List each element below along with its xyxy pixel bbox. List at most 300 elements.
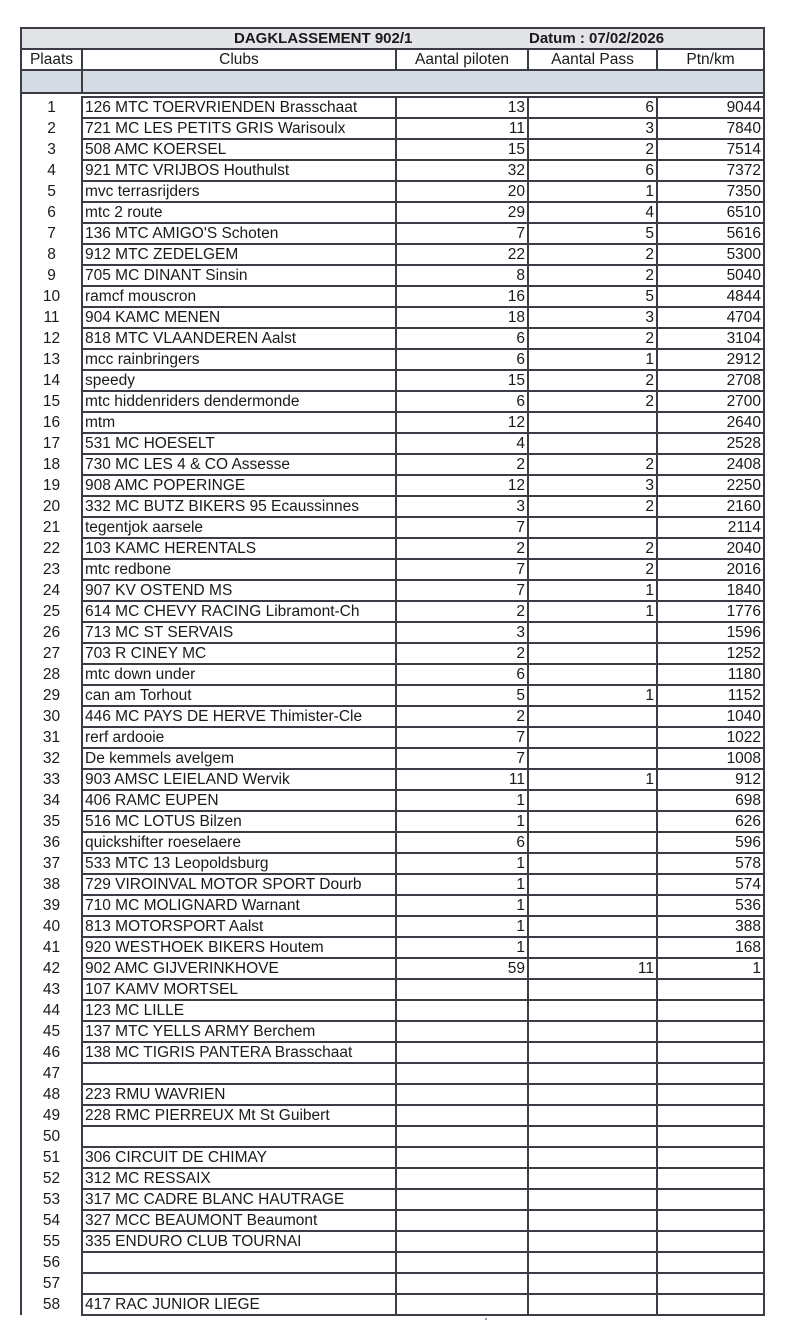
pass-count-cell <box>528 1147 657 1168</box>
pass-count-cell <box>528 1000 657 1021</box>
pass-count-cell <box>528 664 657 685</box>
club-name-cell: 703 R CINEY MC <box>82 643 396 664</box>
points-cell: 168 <box>657 937 764 958</box>
ranking-table <box>20 27 765 1316</box>
points-cell: 1008 <box>657 748 764 769</box>
points-cell <box>657 1000 764 1021</box>
table-row <box>21 622 764 643</box>
rank-cell: 15 <box>21 391 82 412</box>
rank-cell: 5 <box>21 181 82 202</box>
rank-cell: 48 <box>21 1084 82 1105</box>
club-name-cell: 138 MC TIGRIS PANTERA Brasschaat <box>82 1042 396 1063</box>
points-cell <box>657 1126 764 1147</box>
points-cell: 2016 <box>657 559 764 580</box>
pass-count-cell: 2 <box>528 139 657 160</box>
club-name-cell: mvc terrasrijders <box>82 181 396 202</box>
pass-count-cell: 1 <box>528 580 657 601</box>
club-name-cell: 730 MC LES 4 & CO Assesse <box>82 454 396 475</box>
club-name-cell: tegentjok aarsele <box>82 517 396 538</box>
club-name-cell: 123 MC LILLE <box>82 1000 396 1021</box>
pass-count-cell: 2 <box>528 391 657 412</box>
pass-count-cell <box>528 1042 657 1063</box>
pass-count-cell <box>528 853 657 874</box>
pilots-count-cell: 5 <box>396 685 528 706</box>
club-name-cell: 902 AMC GIJVERINKHOVE <box>82 958 396 979</box>
pilots-count-cell: 7 <box>396 727 528 748</box>
pilots-count-cell: 18 <box>396 307 528 328</box>
club-name-cell <box>82 1252 396 1273</box>
points-cell: 3104 <box>657 328 764 349</box>
points-cell: 5616 <box>657 223 764 244</box>
club-name-cell: 137 MTC YELLS ARMY Berchem <box>82 1021 396 1042</box>
column-header-pass: Aantal Pass <box>528 49 657 70</box>
club-name-cell: mtc 2 route <box>82 202 396 223</box>
pilots-count-cell: 15 <box>396 139 528 160</box>
pass-count-cell: 3 <box>528 307 657 328</box>
points-cell <box>657 1252 764 1273</box>
points-cell: 626 <box>657 811 764 832</box>
pass-count-cell: 3 <box>528 118 657 139</box>
rank-cell: 8 <box>21 244 82 265</box>
table-row <box>21 1000 764 1021</box>
pass-count-cell: 1 <box>528 181 657 202</box>
points-cell: 1040 <box>657 706 764 727</box>
table-row <box>21 1273 764 1294</box>
pass-count-cell <box>528 1273 657 1294</box>
rank-cell: 54 <box>21 1210 82 1231</box>
rank-cell: 28 <box>21 664 82 685</box>
pilots-count-cell: 1 <box>396 895 528 916</box>
column-header-pilots: Aantal piloten <box>396 49 528 70</box>
club-name-cell: 516 MC LOTUS Bilzen <box>82 811 396 832</box>
table-row <box>21 601 764 622</box>
points-cell: 1180 <box>657 664 764 685</box>
pilots-count-cell <box>396 1231 528 1252</box>
points-cell: 4844 <box>657 286 764 307</box>
table-row <box>21 748 764 769</box>
table-row <box>21 517 764 538</box>
club-name-cell: 312 MC RESSAIX <box>82 1168 396 1189</box>
pilots-count-cell: 1 <box>396 937 528 958</box>
pass-count-cell <box>528 1084 657 1105</box>
points-cell: 5300 <box>657 244 764 265</box>
points-cell: 5040 <box>657 265 764 286</box>
points-cell: 6510 <box>657 202 764 223</box>
rank-cell: 13 <box>21 349 82 370</box>
club-name-cell: 721 MC LES PETITS GRIS Warisoulx <box>82 118 396 139</box>
points-cell: 4704 <box>657 307 764 328</box>
pilots-count-cell: 2 <box>396 454 528 475</box>
table-row <box>21 328 764 349</box>
points-cell: 388 <box>657 916 764 937</box>
rank-cell: 29 <box>21 685 82 706</box>
club-name-cell: 908 AMC POPERINGE <box>82 475 396 496</box>
pilots-count-cell <box>396 1147 528 1168</box>
pilots-count-cell: 6 <box>396 832 528 853</box>
club-name-cell <box>82 1273 396 1294</box>
table-row <box>21 958 764 979</box>
club-name-cell: 332 MC BUTZ BIKERS 95 Ecaussinnes <box>82 496 396 517</box>
pilots-count-cell: 32 <box>396 160 528 181</box>
pilots-count-cell <box>396 979 528 1000</box>
points-cell: 7514 <box>657 139 764 160</box>
pass-count-cell: 6 <box>528 160 657 181</box>
table-row <box>21 1294 764 1315</box>
rank-cell: 9 <box>21 265 82 286</box>
points-cell: 2700 <box>657 391 764 412</box>
table-row <box>21 664 764 685</box>
rank-cell: 16 <box>21 412 82 433</box>
club-name-cell: 710 MC MOLIGNARD Warnant <box>82 895 396 916</box>
pass-count-cell <box>528 706 657 727</box>
rank-cell: 30 <box>21 706 82 727</box>
pass-count-cell <box>528 1294 657 1315</box>
rank-cell: 10 <box>21 286 82 307</box>
table-row <box>21 454 764 475</box>
club-name-cell: 705 MC DINANT Sinsin <box>82 265 396 286</box>
club-name-cell: 920 WESTHOEK BIKERS Houtem <box>82 937 396 958</box>
club-name-cell: 818 MTC VLAANDEREN Aalst <box>82 328 396 349</box>
rank-cell: 37 <box>21 853 82 874</box>
club-name-cell: mtc down under <box>82 664 396 685</box>
pilots-count-cell: 7 <box>396 517 528 538</box>
pilots-count-cell: 13 <box>396 97 528 118</box>
pilots-count-cell: 2 <box>396 643 528 664</box>
club-name-cell: 713 MC ST SERVAIS <box>82 622 396 643</box>
rank-cell: 3 <box>21 139 82 160</box>
pass-count-cell: 1 <box>528 601 657 622</box>
pass-count-cell: 1 <box>528 349 657 370</box>
pass-count-cell: 2 <box>528 265 657 286</box>
pass-count-cell: 2 <box>528 244 657 265</box>
pilots-count-cell <box>396 1000 528 1021</box>
points-cell: 1596 <box>657 622 764 643</box>
column-header-club: Clubs <box>82 49 396 70</box>
points-cell <box>657 979 764 1000</box>
pilots-count-cell <box>396 1105 528 1126</box>
table-row <box>21 202 764 223</box>
pass-count-cell <box>528 1021 657 1042</box>
rank-cell: 55 <box>21 1231 82 1252</box>
pass-count-cell: 3 <box>528 475 657 496</box>
pilots-count-cell: 7 <box>396 748 528 769</box>
pass-count-cell: 11 <box>528 958 657 979</box>
pass-count-cell <box>528 1126 657 1147</box>
rank-cell: 11 <box>21 307 82 328</box>
pilots-count-cell <box>396 1294 528 1315</box>
pilots-count-cell: 1 <box>396 916 528 937</box>
points-cell: 1152 <box>657 685 764 706</box>
pass-count-cell: 6 <box>528 97 657 118</box>
pilots-count-cell: 20 <box>396 181 528 202</box>
club-name-cell: 327 MCC BEAUMONT Beaumont <box>82 1210 396 1231</box>
club-name-cell: mtc redbone <box>82 559 396 580</box>
table-row <box>21 790 764 811</box>
pilots-count-cell: 12 <box>396 412 528 433</box>
rank-cell: 45 <box>21 1021 82 1042</box>
table-row <box>21 286 764 307</box>
pass-count-cell <box>528 1189 657 1210</box>
points-cell: 2040 <box>657 538 764 559</box>
rank-cell: 12 <box>21 328 82 349</box>
rank-cell: 40 <box>21 916 82 937</box>
table-row <box>21 1084 764 1105</box>
table-row <box>21 727 764 748</box>
club-name-cell: 729 VIROINVAL MOTOR SPORT Dourb <box>82 874 396 895</box>
pilots-count-cell: 6 <box>396 349 528 370</box>
points-cell: 7372 <box>657 160 764 181</box>
pass-count-cell <box>528 916 657 937</box>
club-name-cell: 921 MTC VRIJBOS Houthulst <box>82 160 396 181</box>
rank-cell: 49 <box>21 1105 82 1126</box>
club-name-cell: 533 MTC 13 Leopoldsburg <box>82 853 396 874</box>
club-name-cell: 228 RMC PIERREUX Mt St Guibert <box>82 1105 396 1126</box>
table-row <box>21 1189 764 1210</box>
table-row <box>21 349 764 370</box>
table-row <box>21 433 764 454</box>
table-row <box>21 580 764 601</box>
rank-cell: 38 <box>21 874 82 895</box>
club-name-cell: 508 AMC KOERSEL <box>82 139 396 160</box>
pilots-count-cell <box>396 1273 528 1294</box>
club-name-cell: 406 RAMC EUPEN <box>82 790 396 811</box>
rank-cell: 14 <box>21 370 82 391</box>
table-row <box>21 139 764 160</box>
points-cell: 2528 <box>657 433 764 454</box>
points-cell <box>657 1231 764 1252</box>
points-cell <box>657 1105 764 1126</box>
pilots-count-cell: 29 <box>396 202 528 223</box>
table-row <box>21 538 764 559</box>
club-name-cell: 912 MTC ZEDELGEM <box>82 244 396 265</box>
pass-count-cell <box>528 832 657 853</box>
rank-cell: 42 <box>21 958 82 979</box>
club-name-cell: 903 AMSC LEIELAND Wervik <box>82 769 396 790</box>
table-row <box>21 1105 764 1126</box>
points-cell: 1022 <box>657 727 764 748</box>
pass-count-cell: 2 <box>528 454 657 475</box>
club-name-cell: mtm <box>82 412 396 433</box>
table-row <box>21 937 764 958</box>
table-row <box>21 832 764 853</box>
pass-count-cell <box>528 874 657 895</box>
club-name-cell: rerf ardooie <box>82 727 396 748</box>
pilots-count-cell <box>396 1042 528 1063</box>
pilots-count-cell: 16 <box>396 286 528 307</box>
pilots-count-cell: 11 <box>396 118 528 139</box>
pass-count-cell: 5 <box>528 286 657 307</box>
table-row <box>21 1126 764 1147</box>
points-cell: 578 <box>657 853 764 874</box>
pilots-count-cell: 3 <box>396 496 528 517</box>
pass-count-cell: 5 <box>528 223 657 244</box>
pass-count-cell <box>528 1210 657 1231</box>
club-name-cell <box>82 1063 396 1084</box>
pass-count-cell <box>528 790 657 811</box>
document-date: Datum : 07/02/2026 <box>529 30 665 47</box>
header-separator-band <box>21 70 764 93</box>
rank-cell: 46 <box>21 1042 82 1063</box>
rank-cell: 33 <box>21 769 82 790</box>
table-row <box>21 874 764 895</box>
pass-count-cell <box>528 1063 657 1084</box>
points-cell <box>657 1147 764 1168</box>
table-row <box>21 118 764 139</box>
pilots-count-cell <box>396 1168 528 1189</box>
club-name-cell <box>82 1126 396 1147</box>
pass-count-cell <box>528 643 657 664</box>
table-row <box>21 391 764 412</box>
club-name-cell: 614 MC CHEVY RACING Libramont-Ch <box>82 601 396 622</box>
club-name-cell: 223 RMU WAVRIEN <box>82 1084 396 1105</box>
pass-count-cell: 2 <box>528 538 657 559</box>
pilots-count-cell: 3 <box>396 622 528 643</box>
points-cell <box>657 1021 764 1042</box>
points-cell: 2640 <box>657 412 764 433</box>
rank-cell: 27 <box>21 643 82 664</box>
rank-cell: 52 <box>21 1168 82 1189</box>
pilots-count-cell: 7 <box>396 223 528 244</box>
document-title: DAGKLASSEMENT 902/1 <box>234 30 413 47</box>
pass-count-cell: 4 <box>528 202 657 223</box>
pilots-count-cell <box>396 1210 528 1231</box>
rank-cell: 18 <box>21 454 82 475</box>
club-name-cell: speedy <box>82 370 396 391</box>
rank-cell: 23 <box>21 559 82 580</box>
pilots-count-cell: 7 <box>396 559 528 580</box>
pilots-count-cell <box>396 1126 528 1147</box>
points-cell: 2912 <box>657 349 764 370</box>
points-cell <box>657 1084 764 1105</box>
pass-count-cell: 2 <box>528 559 657 580</box>
pilots-count-cell: 1 <box>396 811 528 832</box>
points-cell: 1 <box>657 958 764 979</box>
club-name-cell: 306 CIRCUIT DE CHIMAY <box>82 1147 396 1168</box>
pilots-count-cell: 22 <box>396 244 528 265</box>
rank-cell: 24 <box>21 580 82 601</box>
points-cell: 9044 <box>657 97 764 118</box>
club-name-cell: mtc hiddenriders dendermonde <box>82 391 396 412</box>
pilots-count-cell <box>396 1189 528 1210</box>
club-name-cell: 103 KAMC HERENTALS <box>82 538 396 559</box>
rank-cell: 56 <box>21 1252 82 1273</box>
table-row <box>21 1252 764 1273</box>
pilots-count-cell <box>396 1021 528 1042</box>
points-cell <box>657 1294 764 1315</box>
club-name-cell: ramcf mouscron <box>82 286 396 307</box>
rank-cell: 21 <box>21 517 82 538</box>
rank-cell: 53 <box>21 1189 82 1210</box>
pilots-count-cell: 12 <box>396 475 528 496</box>
rank-cell: 31 <box>21 727 82 748</box>
points-cell: 574 <box>657 874 764 895</box>
rank-cell: 20 <box>21 496 82 517</box>
table-row <box>21 1063 764 1084</box>
table-row <box>21 1042 764 1063</box>
rank-cell: 25 <box>21 601 82 622</box>
rank-cell: 57 <box>21 1273 82 1294</box>
pilots-count-cell: 2 <box>396 706 528 727</box>
points-cell: 2114 <box>657 517 764 538</box>
pilots-count-cell: 15 <box>396 370 528 391</box>
pass-count-cell <box>528 895 657 916</box>
rank-cell: 4 <box>21 160 82 181</box>
table-row <box>21 979 764 1000</box>
points-cell <box>657 1042 764 1063</box>
pilots-count-cell: 11 <box>396 769 528 790</box>
rank-cell: 47 <box>21 1063 82 1084</box>
pass-count-cell <box>528 937 657 958</box>
club-name-cell: quickshifter roeselaere <box>82 832 396 853</box>
table-row <box>21 97 764 118</box>
rank-cell: 41 <box>21 937 82 958</box>
club-name-cell: 907 KV OSTEND MS <box>82 580 396 601</box>
points-cell: 698 <box>657 790 764 811</box>
club-name-cell: mcc rainbringers <box>82 349 396 370</box>
pilots-count-cell: 6 <box>396 328 528 349</box>
club-name-cell: 126 MTC TOERVRIENDEN Brasschaat <box>82 97 396 118</box>
pilots-count-cell: 1 <box>396 874 528 895</box>
table-row <box>21 496 764 517</box>
rank-cell: 6 <box>21 202 82 223</box>
ranking-rows <box>21 97 764 1315</box>
rank-cell: 19 <box>21 475 82 496</box>
pilots-count-cell: 6 <box>396 664 528 685</box>
pilots-count-cell: 2 <box>396 538 528 559</box>
table-row <box>21 223 764 244</box>
pass-count-cell: 1 <box>528 769 657 790</box>
pilots-count-cell <box>396 1252 528 1273</box>
column-header-place: Plaats <box>21 49 82 70</box>
pass-count-cell <box>528 412 657 433</box>
table-row <box>21 307 764 328</box>
pilots-count-cell: 1 <box>396 790 528 811</box>
points-cell: 596 <box>657 832 764 853</box>
points-cell <box>657 1168 764 1189</box>
rank-cell: 36 <box>21 832 82 853</box>
table-row <box>21 475 764 496</box>
points-cell <box>657 1189 764 1210</box>
club-name-cell: can am Torhout <box>82 685 396 706</box>
rank-cell: 58 <box>21 1294 82 1315</box>
table-row <box>21 895 764 916</box>
pass-count-cell: 1 <box>528 685 657 706</box>
rank-cell: 34 <box>21 790 82 811</box>
title-row <box>21 28 764 49</box>
table-row <box>21 643 764 664</box>
table-row <box>21 685 764 706</box>
pass-count-cell <box>528 979 657 1000</box>
table-row <box>21 265 764 286</box>
table-row <box>21 244 764 265</box>
club-name-cell: 446 MC PAYS DE HERVE Thimister-Cle <box>82 706 396 727</box>
table-row <box>21 412 764 433</box>
pass-count-cell: 2 <box>528 328 657 349</box>
scan-speck <box>485 1318 487 1320</box>
club-name-cell: 813 MOTORSPORT Aalst <box>82 916 396 937</box>
pilots-count-cell: 6 <box>396 391 528 412</box>
rank-cell: 51 <box>21 1147 82 1168</box>
club-name-cell: 136 MTC AMIGO'S Schoten <box>82 223 396 244</box>
rank-cell: 26 <box>21 622 82 643</box>
points-cell: 1776 <box>657 601 764 622</box>
pilots-count-cell: 4 <box>396 433 528 454</box>
pass-count-cell <box>528 517 657 538</box>
rank-cell: 22 <box>21 538 82 559</box>
points-cell: 1840 <box>657 580 764 601</box>
points-cell <box>657 1063 764 1084</box>
table-row <box>21 853 764 874</box>
